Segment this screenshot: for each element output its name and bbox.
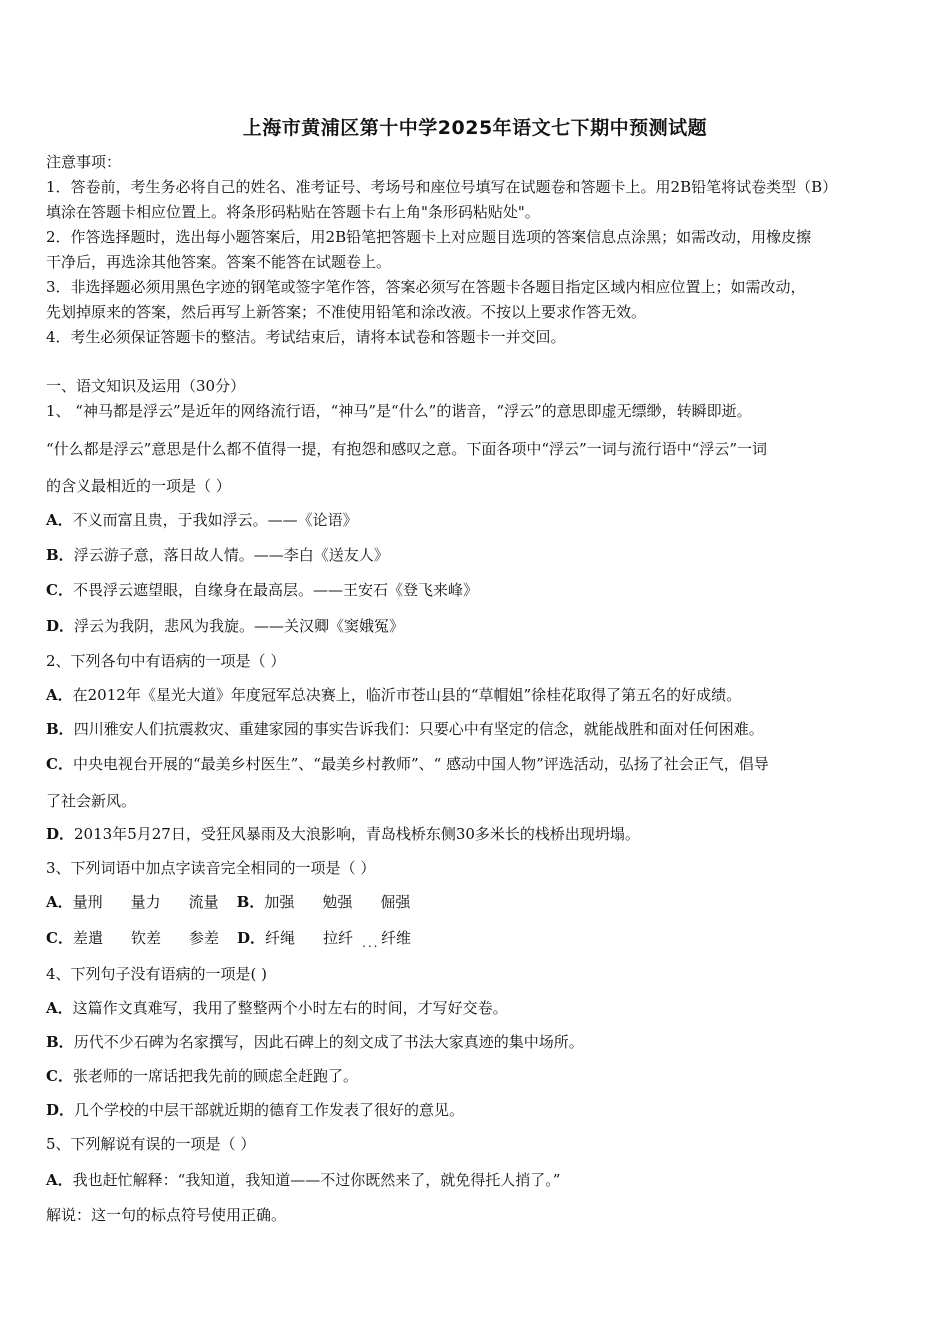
option-letter: D．: [46, 1101, 75, 1119]
q3-row-ab: [46, 892, 410, 912]
q4-stem: 4、下列句子没有语病的一项是( ): [46, 965, 268, 983]
q3-b-word-3: 倔强: [380, 893, 411, 911]
note-4: 4．考生必须保证答题卡的整洁。考试结束后，请将本试卷和答题卡一并交回。: [46, 328, 566, 346]
q2-option-c-line-2: 了社会新风。: [46, 792, 137, 810]
note-3-line-1: 3．非选择题必须用黑色字迹的钢笔或签字笔作答，答案必须写在答题卡各题目指定区域内相应位置上；如需改动，: [46, 278, 806, 296]
option-letter: D．: [46, 825, 75, 843]
option-letter: A．: [46, 511, 73, 529]
q1-option-a: [46, 510, 358, 530]
q3-stem: 3、下列词语中加点字读音完全相同的一项是（ ）: [46, 859, 376, 877]
q5-explanation: 解说：这一句的标点符号使用正确。: [46, 1206, 287, 1224]
q3-d-word-1: 纤绳: [264, 929, 295, 947]
q4-option-c: [46, 1066, 358, 1086]
option-text: 张老师的一席话把我先前的顾虑全赶跑了。: [72, 1067, 358, 1085]
q2-option-d: [46, 824, 640, 844]
q2-option-a: [46, 685, 741, 705]
option-text: 在2012年《星光大道》年度冠军总决赛上，临沂市苍山县的“草帽姐”徐桂花取得了第五名的好成绩。: [72, 686, 742, 704]
note-3-line-2: 先划掉原来的答案，然后再写上新答案；不准使用铅笔和涂改液。不按以上要求作答无效。: [46, 303, 647, 321]
option-text: 我也赶忙解释：“我知道，我知道——不过你既然来了，就免得托人捎了。”: [72, 1171, 561, 1189]
option-letter: A．: [46, 999, 73, 1017]
q3-a-word-2: 量力: [130, 893, 161, 911]
option-text: 浮云游子意，落日故人情。——李白《送友人》: [73, 546, 389, 564]
q3-d-word-2: 拉纤: [322, 929, 353, 947]
option-letter: C．: [46, 755, 73, 773]
q1-option-c: [46, 580, 478, 600]
option-text: 2013年5月27日，受狂风暴雨及大浪影响，青岛栈桥东侧30多米长的栈桥出现坍塌。: [74, 825, 640, 843]
q3-c-word-1: 差遣: [72, 929, 103, 947]
option-text: 不畏浮云遮望眼，自缘身在最高层。——王安石《登飞来峰》: [72, 581, 478, 599]
option-letter: C．: [46, 581, 73, 599]
q4-option-a: [46, 998, 508, 1018]
option-letter: D．: [46, 617, 75, 635]
note-1-line-1: 1．答卷前，考生务必将自己的姓名、准考证号、考场号和座位号填写在试题卷和答题卡上。用2B铅笔将试卷类型（B）: [46, 178, 838, 196]
q1-option-b: [46, 545, 389, 565]
q3-c-word-3: 参差: [188, 929, 219, 947]
option-text: 浮云为我阴，悲风为我旋。——关汉卿《窦娥冤》: [74, 617, 405, 635]
option-letter: A．: [46, 1171, 73, 1189]
q4-option-b: [46, 1032, 584, 1052]
option-text: 历代不少石碑为名家撰写，因此石碑上的刻文成了书法大家真迹的集中场所。: [73, 1033, 584, 1051]
option-letter: C．: [46, 929, 73, 947]
q5-stem: 5、下列解说有误的一项是（ ）: [46, 1135, 256, 1153]
emphasis-dots: ...: [362, 936, 380, 950]
q1-stem-line-2: “什么都是浮云”意思是什么都不值得一提，有抱怨和感叹之意。下面各项中“浮云”一词与流行语中“浮云”一词: [46, 440, 768, 458]
note-2-line-1: 2．作答选择题时，选出每小题答案后，用2B铅笔把答题卡上对应题目选项的答案信息点涂黑；如需改动，用橡皮擦: [46, 228, 812, 246]
q4-option-d: [46, 1100, 464, 1120]
option-text: 不义而富且贵，于我如浮云。——《论语》: [72, 511, 358, 529]
option-letter: B．: [236, 893, 265, 911]
page-title: 上海市黄浦区第十中学2025年语文七下期中预测试题: [242, 117, 708, 139]
option-letter: B．: [46, 546, 74, 564]
option-text: 四川雅安人们抗震救灾、重建家园的事实告诉我们：只要心中有坚定的信念，就能战胜和面对任何困难。: [73, 720, 764, 738]
section-heading: 一、语文知识及运用（30分）: [46, 377, 246, 395]
option-letter: A．: [46, 893, 73, 911]
option-letter: B．: [46, 1033, 74, 1051]
note-1-line-2: 填涂在答题卡相应位置上。将条形码粘贴在答题卡右上角"条形码粘贴处"。: [46, 203, 540, 221]
option-text: 这篇作文真难写，我用了整整两个小时左右的时间，才写好交卷。: [72, 999, 508, 1017]
option-letter: C．: [46, 1067, 73, 1085]
q3-d-word-3: 纤维: [380, 929, 411, 947]
q1-option-d: [46, 616, 404, 636]
option-text: 几个学校的中层干部就近期的德育工作发表了很好的意见。: [74, 1101, 465, 1119]
q2-option-b: [46, 719, 764, 739]
q1-stem-line-1: 1、 “神马都是浮云”是近年的网络流行语，“神马”是“什么”的谐音，“浮云”的意思即虚无缥缈，转瞬即逝。: [46, 402, 752, 420]
notes-heading: 注意事项：: [46, 153, 122, 171]
q3-a-word-3: 流量: [188, 893, 219, 911]
q3-row-cd: [46, 928, 411, 948]
option-letter: A．: [46, 686, 73, 704]
q1-stem-line-3: 的含义最相近的一项是（ ）: [46, 477, 231, 495]
q2-stem: 2、下列各句中有语病的一项是（ ）: [46, 652, 286, 670]
q3-a-word-1: 量刑: [72, 893, 103, 911]
q3-c-word-2: 钦差: [130, 929, 161, 947]
q5-option-a: [46, 1170, 560, 1190]
option-letter: D．: [236, 929, 265, 947]
q2-option-c-line-1: [46, 754, 769, 774]
option-letter: B．: [46, 720, 74, 738]
q3-b-word-2: 勉强: [322, 893, 353, 911]
option-text: 中央电视台开展的“最美乡村医生”、“最美乡村教师”、“ 感动中国人物”评选活动，弘扬了社会正气，倡导: [72, 755, 769, 773]
q3-b-word-1: 加强: [264, 893, 295, 911]
note-2-line-2: 干净后，再选涂其他答案。答案不能答在试题卷上。: [46, 253, 392, 271]
